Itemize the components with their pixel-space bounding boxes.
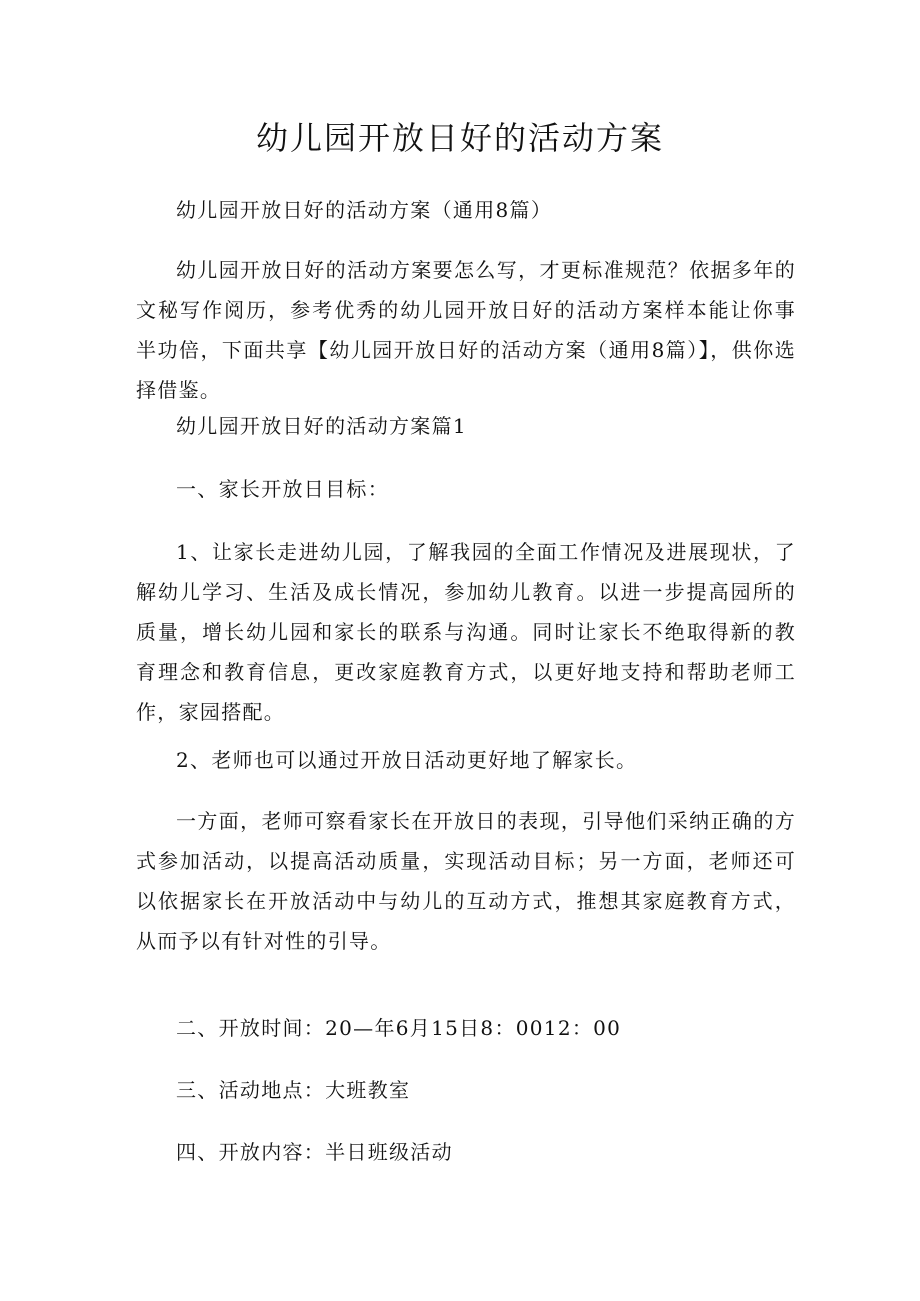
goal-1-paragraph: 1、让家长走进幼儿园，了解我园的全面工作情况及进展现状，了解幼儿学习、生活及成长情况，参加幼儿教育。以进一步提高园所的质量，增长幼儿园和家长的联系与沟通。同时让家长不绝取得新的教育理念和教育信息，更改家庭教育方式，以更好地支持和帮助老师工作，家园搭配。: [136, 540, 796, 724]
document-subtitle: 幼儿园开放日好的活动方案（通用8篇）: [176, 198, 553, 222]
document-title: 幼儿园开放日好的活动方案: [255, 119, 664, 157]
goal-2-detail-paragraph: 一方面，老师可察看家长在开放日的表现，引导他们采纳正确的方式参加活动，以提高活动质量，实现活动目标；另一方面，老师还可以依据家长在开放活动中与幼儿的互动方式，推想其家庭教育方式，从而予以有针对性的引导。: [136, 809, 796, 953]
intro-paragraph: 幼儿园开放日好的活动方案要怎么写，才更标准规范？依据多年的文秘写作阅历，参考优秀的幼儿园开放日好的活动方案样本能让你事半功倍，下面共享【幼儿园开放日好的活动方案（通用8篇）】，供你选择借鉴。: [136, 258, 796, 402]
open-time: 二、开放时间：20—年6月15日8：0012：00: [176, 1016, 622, 1040]
activity-location: 三、活动地点：大班教室: [176, 1078, 411, 1102]
section-heading: 幼儿园开放日好的活动方案篇1: [176, 414, 467, 438]
goal-heading: 一、家长开放日目标：: [176, 477, 389, 501]
open-content: 四、开放内容：半日班级活动: [176, 1140, 453, 1164]
goal-2-paragraph: 2、老师也可以通过开放日活动更好地了解家长。: [176, 748, 638, 772]
